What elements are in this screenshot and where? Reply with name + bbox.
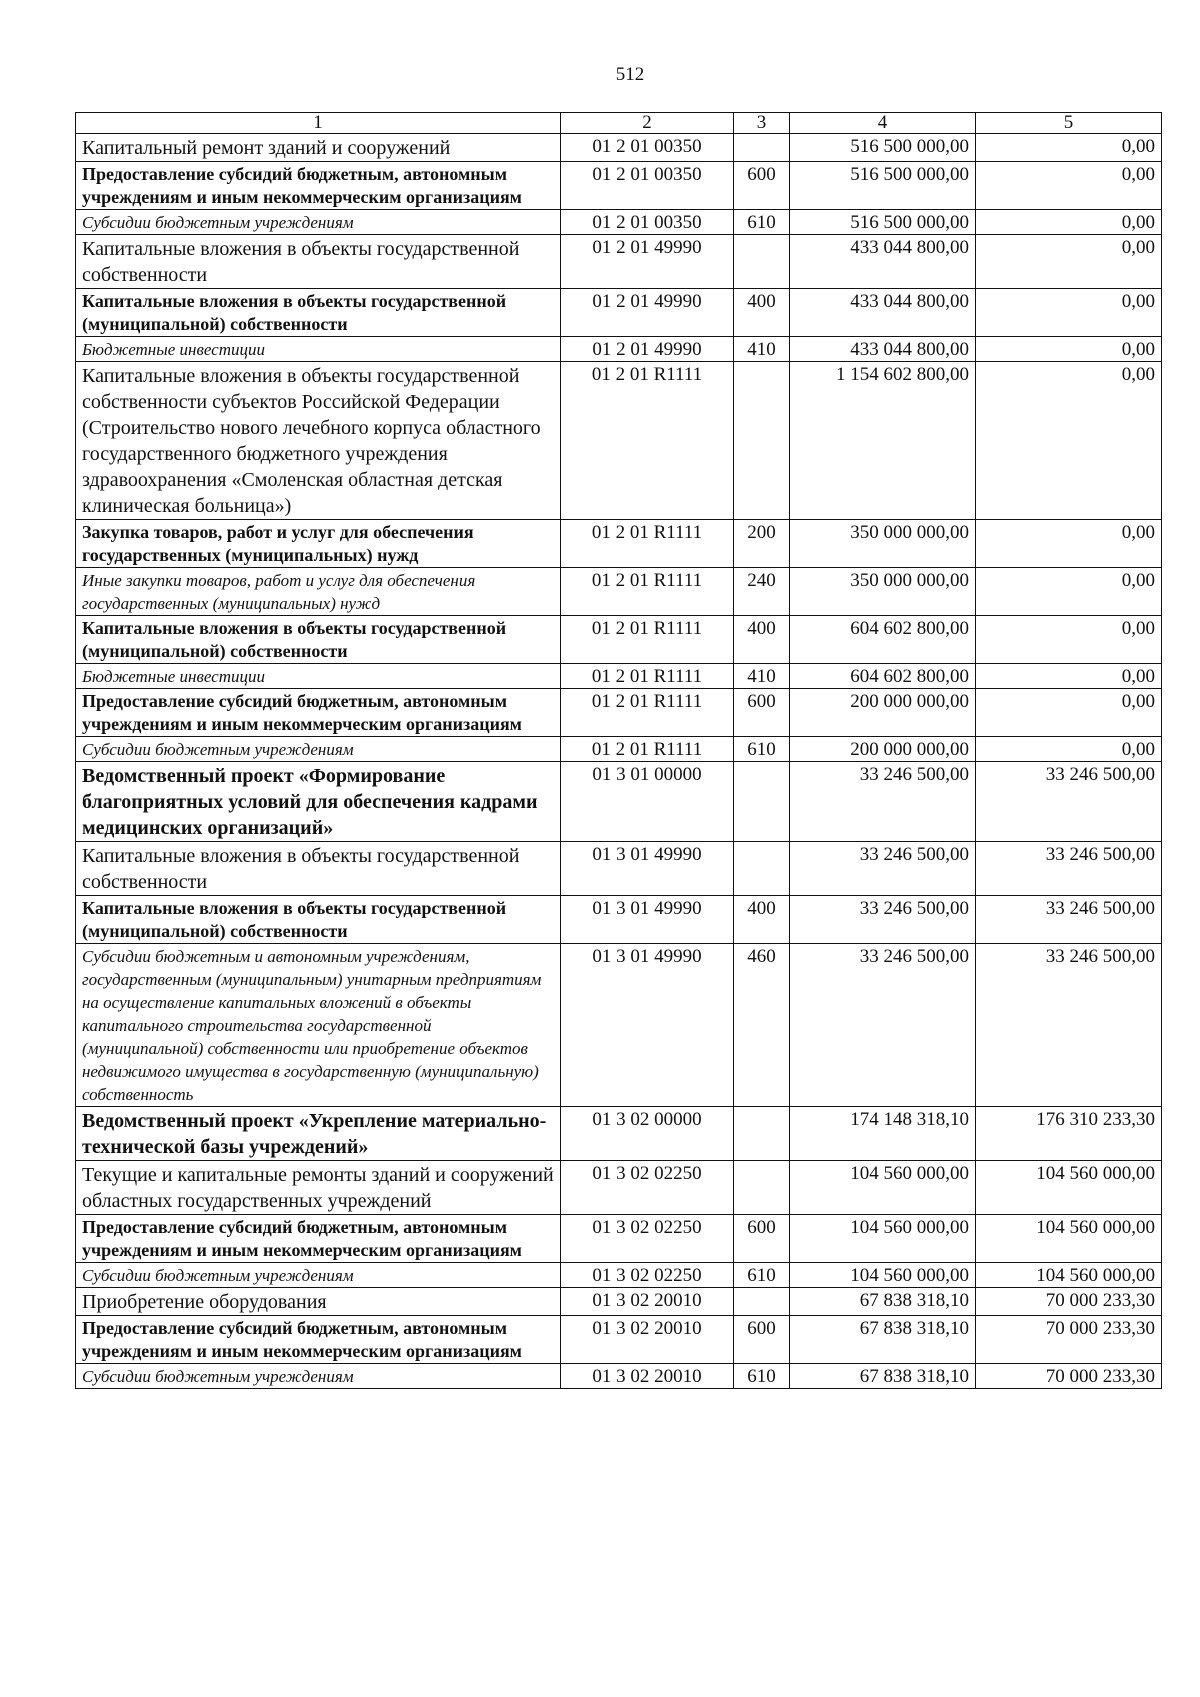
table-row bbox=[76, 520, 1162, 568]
row-code-cell: 01 2 01 R1111 bbox=[561, 568, 734, 616]
row-sum-2025-cell: 0,00 bbox=[976, 162, 1162, 210]
row-name-cell: Закупка товаров, работ и услуг для обеспечения государственных (муниципальных) нужд bbox=[76, 520, 561, 568]
row-kvr-cell: 400 bbox=[734, 896, 790, 944]
row-code-cell: 01 2 01 49990 bbox=[561, 289, 734, 337]
row-code-cell: 01 3 02 20010 bbox=[561, 1288, 734, 1316]
page-number: 512 bbox=[615, 64, 645, 85]
row-sum-2024-cell: 1 154 602 800,00 bbox=[790, 362, 976, 520]
table-row bbox=[76, 162, 1162, 210]
table-row bbox=[76, 235, 1162, 289]
row-kvr-cell bbox=[734, 1161, 790, 1215]
row-sum-2024-cell: 33 246 500,00 bbox=[790, 944, 976, 1107]
row-sum-2025-cell: 70 000 233,30 bbox=[976, 1364, 1162, 1389]
table-row bbox=[76, 1161, 1162, 1215]
row-name-cell: Капитальные вложения в объекты государственной собственности субъектов Российской Федерации (Строительство нового лечебного корпуса областного государственного бюджетного учреждения здравоохранения «Смоленская областная детская клиническая больница») bbox=[76, 362, 561, 520]
row-sum-2024-cell: 200 000 000,00 bbox=[790, 737, 976, 762]
row-name-cell: Субсидии бюджетным и автономным учреждениям, государственным (муниципальным) унитарным предприятиям на осуществление капитальных вложений в объекты капитального строительства государственной (муниципальной) собственности или приобретение объектов недвижимого имущества в государственную (муниципальную) собственность bbox=[76, 944, 561, 1107]
row-code-cell: 01 2 01 R1111 bbox=[561, 664, 734, 689]
row-sum-2025-cell: 176 310 233,30 bbox=[976, 1107, 1162, 1161]
row-kvr-cell: 610 bbox=[734, 1364, 790, 1389]
header-col-5: 5 bbox=[976, 113, 1162, 134]
table-row bbox=[76, 1288, 1162, 1316]
budget-table bbox=[75, 112, 1162, 1389]
row-name-cell: Предоставление субсидий бюджетным, автономным учреждениям и иным некоммерческим организациям bbox=[76, 689, 561, 737]
row-name-cell: Предоставление субсидий бюджетным, автономным учреждениям и иным некоммерческим организациям bbox=[76, 1316, 561, 1364]
row-kvr-cell bbox=[734, 134, 790, 162]
row-kvr-cell: 200 bbox=[734, 520, 790, 568]
row-name-cell: Ведомственный проект «Формирование благоприятных условий для обеспечения кадрами медицинских организаций» bbox=[76, 762, 561, 842]
row-code-cell: 01 3 01 00000 bbox=[561, 762, 734, 842]
row-kvr-cell bbox=[734, 842, 790, 896]
row-sum-2024-cell: 67 838 318,10 bbox=[790, 1316, 976, 1364]
row-sum-2025-cell: 0,00 bbox=[976, 616, 1162, 664]
row-kvr-cell: 600 bbox=[734, 162, 790, 210]
row-sum-2025-cell: 0,00 bbox=[976, 689, 1162, 737]
table-row bbox=[76, 689, 1162, 737]
row-sum-2025-cell: 0,00 bbox=[976, 664, 1162, 689]
row-code-cell: 01 3 02 02250 bbox=[561, 1161, 734, 1215]
row-kvr-cell: 240 bbox=[734, 568, 790, 616]
row-sum-2025-cell: 0,00 bbox=[976, 568, 1162, 616]
row-sum-2024-cell: 604 602 800,00 bbox=[790, 616, 976, 664]
row-sum-2025-cell: 70 000 233,30 bbox=[976, 1288, 1162, 1316]
table-row bbox=[76, 1316, 1162, 1364]
row-sum-2024-cell: 33 246 500,00 bbox=[790, 896, 976, 944]
row-code-cell: 01 2 01 49990 bbox=[561, 337, 734, 362]
row-code-cell: 01 3 02 02250 bbox=[561, 1263, 734, 1288]
row-code-cell: 01 2 01 00350 bbox=[561, 134, 734, 162]
row-sum-2025-cell: 0,00 bbox=[976, 520, 1162, 568]
row-kvr-cell bbox=[734, 762, 790, 842]
row-name-cell: Приобретение оборудования bbox=[76, 1288, 561, 1316]
row-name-cell: Капитальные вложения в объекты государственной собственности bbox=[76, 842, 561, 896]
header-row bbox=[76, 113, 1162, 134]
row-name-cell: Бюджетные инвестиции bbox=[76, 337, 561, 362]
row-name-cell: Капитальные вложения в объекты государственной (муниципальной) собственности bbox=[76, 896, 561, 944]
row-sum-2025-cell: 70 000 233,30 bbox=[976, 1316, 1162, 1364]
table-row bbox=[76, 1107, 1162, 1161]
table-row bbox=[76, 337, 1162, 362]
row-sum-2024-cell: 67 838 318,10 bbox=[790, 1288, 976, 1316]
row-kvr-cell: 600 bbox=[734, 1316, 790, 1364]
row-sum-2024-cell: 33 246 500,00 bbox=[790, 842, 976, 896]
row-code-cell: 01 2 01 R1111 bbox=[561, 737, 734, 762]
row-code-cell: 01 2 01 49990 bbox=[561, 235, 734, 289]
row-sum-2025-cell: 0,00 bbox=[976, 134, 1162, 162]
row-name-cell: Субсидии бюджетным учреждениям bbox=[76, 737, 561, 762]
table-body bbox=[76, 134, 1162, 1389]
row-kvr-cell: 400 bbox=[734, 289, 790, 337]
row-sum-2025-cell: 0,00 bbox=[976, 235, 1162, 289]
row-sum-2024-cell: 104 560 000,00 bbox=[790, 1161, 976, 1215]
row-code-cell: 01 2 01 R1111 bbox=[561, 689, 734, 737]
table-row bbox=[76, 896, 1162, 944]
table-row bbox=[76, 1263, 1162, 1288]
header-col-2: 2 bbox=[561, 113, 734, 134]
row-sum-2024-cell: 350 000 000,00 bbox=[790, 568, 976, 616]
row-sum-2024-cell: 350 000 000,00 bbox=[790, 520, 976, 568]
row-sum-2025-cell: 33 246 500,00 bbox=[976, 762, 1162, 842]
row-sum-2024-cell: 104 560 000,00 bbox=[790, 1215, 976, 1263]
header-col-1: 1 bbox=[76, 113, 561, 134]
row-code-cell: 01 2 01 R1111 bbox=[561, 520, 734, 568]
table-row bbox=[76, 568, 1162, 616]
row-sum-2024-cell: 67 838 318,10 bbox=[790, 1364, 976, 1389]
row-code-cell: 01 2 01 R1111 bbox=[561, 362, 734, 520]
row-name-cell: Предоставление субсидий бюджетным, автономным учреждениям и иным некоммерческим организациям bbox=[76, 162, 561, 210]
row-sum-2024-cell: 516 500 000,00 bbox=[790, 134, 976, 162]
row-name-cell: Капитальные вложения в объекты государственной собственности bbox=[76, 235, 561, 289]
row-kvr-cell: 610 bbox=[734, 210, 790, 235]
header-col-3: 3 bbox=[734, 113, 790, 134]
row-sum-2025-cell: 0,00 bbox=[976, 737, 1162, 762]
row-kvr-cell bbox=[734, 362, 790, 520]
row-sum-2025-cell: 33 246 500,00 bbox=[976, 896, 1162, 944]
row-kvr-cell bbox=[734, 235, 790, 289]
header-col-4: 4 bbox=[790, 113, 976, 134]
row-kvr-cell: 410 bbox=[734, 337, 790, 362]
table-row bbox=[76, 944, 1162, 1107]
row-sum-2025-cell: 104 560 000,00 bbox=[976, 1263, 1162, 1288]
row-kvr-cell bbox=[734, 1107, 790, 1161]
row-kvr-cell: 610 bbox=[734, 737, 790, 762]
row-sum-2024-cell: 516 500 000,00 bbox=[790, 210, 976, 235]
row-sum-2024-cell: 33 246 500,00 bbox=[790, 762, 976, 842]
row-name-cell: Субсидии бюджетным учреждениям bbox=[76, 1263, 561, 1288]
table-row bbox=[76, 737, 1162, 762]
row-sum-2025-cell: 0,00 bbox=[976, 289, 1162, 337]
row-sum-2024-cell: 433 044 800,00 bbox=[790, 337, 976, 362]
row-name-cell: Капитальные вложения в объекты государственной (муниципальной) собственности bbox=[76, 616, 561, 664]
table-row bbox=[76, 1364, 1162, 1389]
row-sum-2025-cell: 33 246 500,00 bbox=[976, 944, 1162, 1107]
row-sum-2025-cell: 33 246 500,00 bbox=[976, 842, 1162, 896]
row-sum-2024-cell: 104 560 000,00 bbox=[790, 1263, 976, 1288]
row-name-cell: Ведомственный проект «Укрепление материально-технической базы учреждений» bbox=[76, 1107, 561, 1161]
table-row bbox=[76, 1215, 1162, 1263]
row-code-cell: 01 3 02 20010 bbox=[561, 1364, 734, 1389]
row-name-cell: Иные закупки товаров, работ и услуг для обеспечения государственных (муниципальных) нужд bbox=[76, 568, 561, 616]
table-row bbox=[76, 134, 1162, 162]
row-sum-2024-cell: 433 044 800,00 bbox=[790, 235, 976, 289]
row-name-cell: Субсидии бюджетным учреждениям bbox=[76, 210, 561, 235]
row-code-cell: 01 3 02 00000 bbox=[561, 1107, 734, 1161]
row-sum-2024-cell: 604 602 800,00 bbox=[790, 664, 976, 689]
row-kvr-cell: 410 bbox=[734, 664, 790, 689]
row-name-cell: Бюджетные инвестиции bbox=[76, 664, 561, 689]
table-row bbox=[76, 762, 1162, 842]
row-kvr-cell: 400 bbox=[734, 616, 790, 664]
row-name-cell: Капитальные вложения в объекты государственной (муниципальной) собственности bbox=[76, 289, 561, 337]
table-row bbox=[76, 210, 1162, 235]
row-kvr-cell: 600 bbox=[734, 1215, 790, 1263]
table-row bbox=[76, 664, 1162, 689]
row-code-cell: 01 3 02 02250 bbox=[561, 1215, 734, 1263]
row-sum-2025-cell: 0,00 bbox=[976, 362, 1162, 520]
row-code-cell: 01 2 01 00350 bbox=[561, 210, 734, 235]
row-sum-2025-cell: 104 560 000,00 bbox=[976, 1215, 1162, 1263]
table-row bbox=[76, 842, 1162, 896]
table-row bbox=[76, 289, 1162, 337]
row-sum-2024-cell: 174 148 318,10 bbox=[790, 1107, 976, 1161]
row-sum-2024-cell: 433 044 800,00 bbox=[790, 289, 976, 337]
table-row bbox=[76, 362, 1162, 520]
row-kvr-cell bbox=[734, 1288, 790, 1316]
row-kvr-cell: 600 bbox=[734, 689, 790, 737]
row-sum-2025-cell: 0,00 bbox=[976, 210, 1162, 235]
row-sum-2025-cell: 104 560 000,00 bbox=[976, 1161, 1162, 1215]
row-code-cell: 01 2 01 R1111 bbox=[561, 616, 734, 664]
row-name-cell: Субсидии бюджетным учреждениям bbox=[76, 1364, 561, 1389]
row-code-cell: 01 3 01 49990 bbox=[561, 842, 734, 896]
table-row bbox=[76, 616, 1162, 664]
row-name-cell: Текущие и капитальные ремонты зданий и сооружений областных государственных учреждений bbox=[76, 1161, 561, 1215]
row-name-cell: Предоставление субсидий бюджетным, автономным учреждениям и иным некоммерческим организациям bbox=[76, 1215, 561, 1263]
row-kvr-cell: 610 bbox=[734, 1263, 790, 1288]
row-kvr-cell: 460 bbox=[734, 944, 790, 1107]
row-name-cell: Капитальный ремонт зданий и сооружений bbox=[76, 134, 561, 162]
row-sum-2024-cell: 516 500 000,00 bbox=[790, 162, 976, 210]
row-code-cell: 01 2 01 00350 bbox=[561, 162, 734, 210]
row-code-cell: 01 3 02 20010 bbox=[561, 1316, 734, 1364]
row-sum-2024-cell: 200 000 000,00 bbox=[790, 689, 976, 737]
row-code-cell: 01 3 01 49990 bbox=[561, 896, 734, 944]
row-sum-2025-cell: 0,00 bbox=[976, 337, 1162, 362]
row-code-cell: 01 3 01 49990 bbox=[561, 944, 734, 1107]
